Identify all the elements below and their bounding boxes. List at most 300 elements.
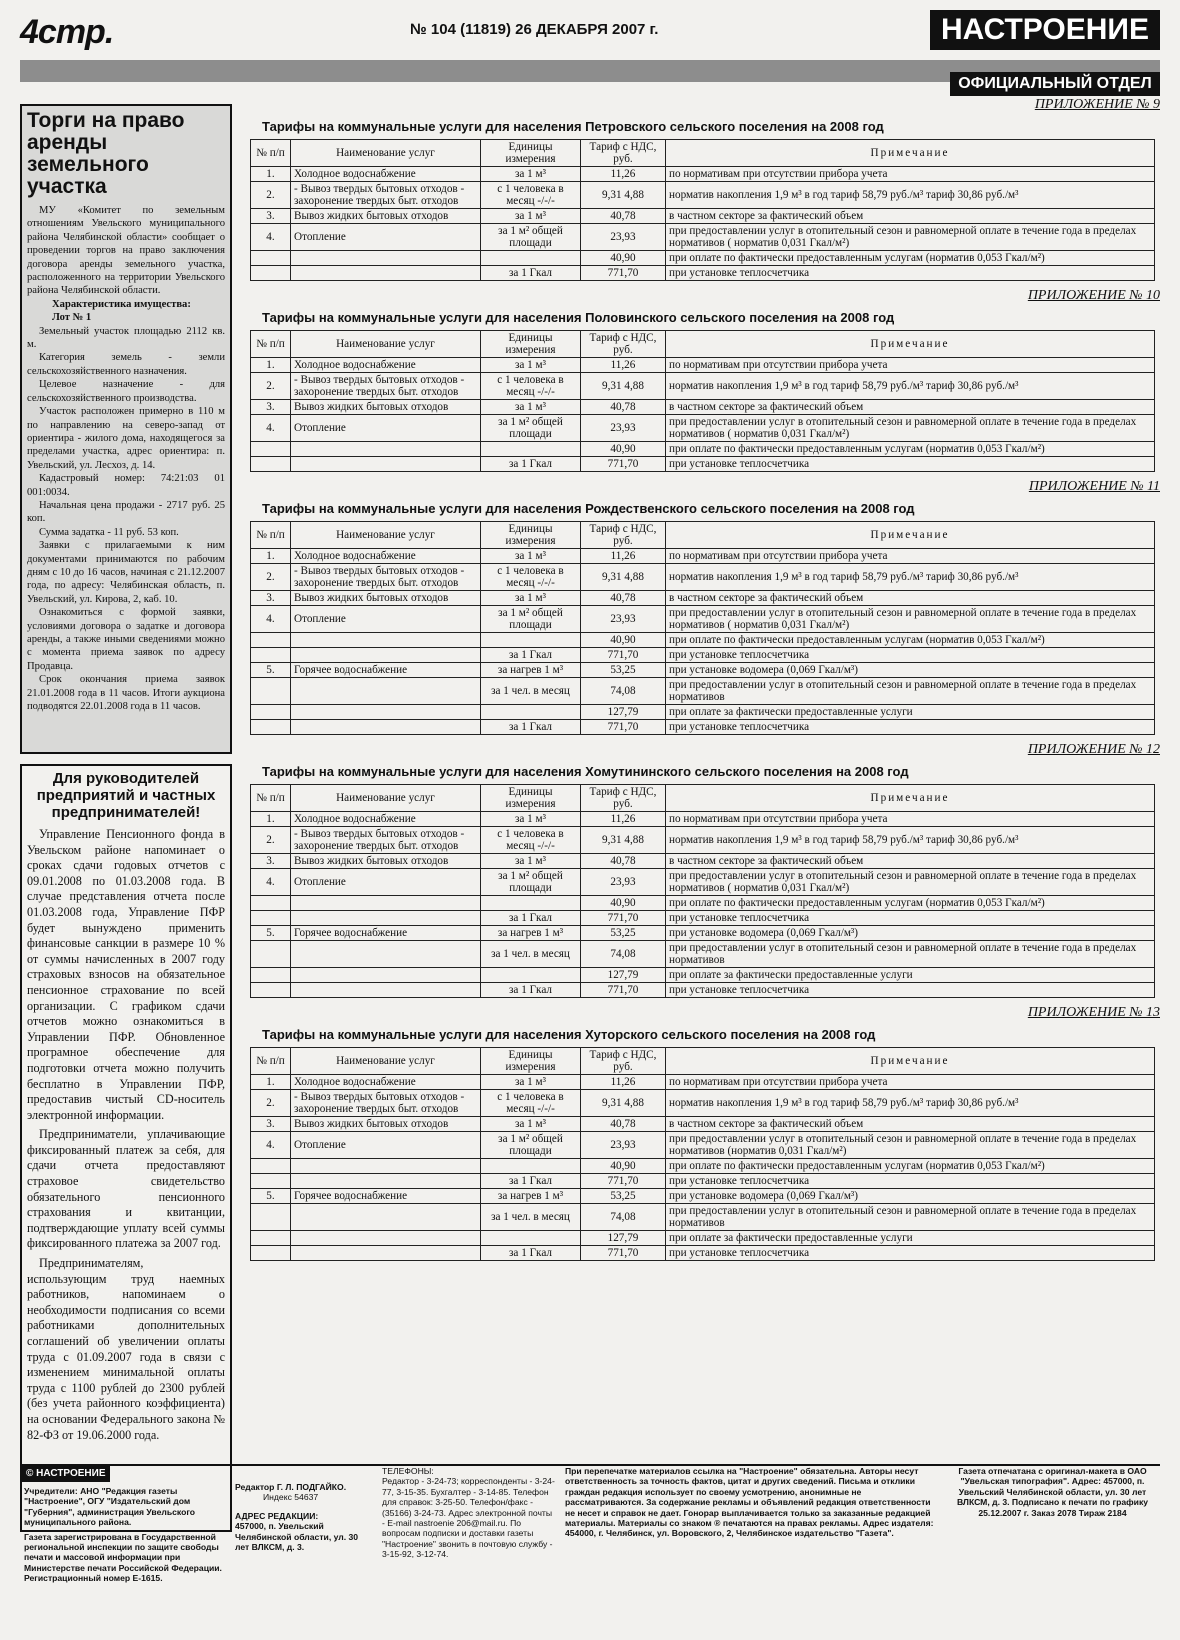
cell-note: при установке водомера (0,069 Гкал/м³) [666,926,1155,941]
footer-logo: © НАСТРОЕНИЕ [20,1466,110,1482]
table-row [251,1189,1155,1204]
cell-tariff: 23,93 [581,606,666,633]
table-row [251,591,1155,606]
table-row [251,1117,1155,1132]
column-header-note: Примечание [666,1048,1155,1075]
cell-tariff: 40,78 [581,591,666,606]
cell-name: Вывоз жидких бытовых отходов [291,854,481,869]
cell-name [291,968,481,983]
cell-unit: за 1 чел. в месяц [481,678,581,705]
cell-tariff: 40,90 [581,1159,666,1174]
cell-n [251,1231,291,1246]
cell-note: при установке водомера (0,069 Гкал/м³) [666,1189,1155,1204]
column-header-tariff: Тариф с НДС, руб. [581,140,666,167]
table-row [251,400,1155,415]
cell-note: по нормативам при отсутствии прибора учета [666,358,1155,373]
cell-n: 5. [251,926,291,941]
cell-n [251,911,291,926]
cell-n: 2. [251,182,291,209]
column-header-name: Наименование услуг [291,785,481,812]
cell-unit: за 1 чел. в месяц [481,941,581,968]
cell-unit: за 1 Гкал [481,457,581,472]
cell-unit [481,1159,581,1174]
cell-name: Отопление [291,224,481,251]
cell-unit: за 1 м³ [481,1117,581,1132]
cell-note: в частном секторе за фактический объем [666,400,1155,415]
table-title: Тарифы на коммунальные услуги для населения Хомутининского сельского поселения на 2008 год [262,764,909,779]
cell-note: норматив накопления 1,9 м³ в год тариф 58,79 руб./м³ тариф 30,86 руб./м³ [666,373,1155,400]
cell-name: Холодное водоснабжение [291,1075,481,1090]
footer-founders [24,1486,224,1584]
cell-tariff: 74,08 [581,678,666,705]
cell-name: Вывоз жидких бытовых отходов [291,591,481,606]
cell-n: 5. [251,663,291,678]
cell-unit: за нагрев 1 м³ [481,926,581,941]
cell-name: - Вывоз твердых бытовых отходов - захоронение твердых быт. отходов [291,827,481,854]
cell-name: - Вывоз твердых бытовых отходов - захоронение твердых быт. отходов [291,1090,481,1117]
cell-n [251,266,291,281]
cell-note: в частном секторе за фактический объем [666,591,1155,606]
cell-name [291,1159,481,1174]
table-row [251,827,1155,854]
cell-name [291,983,481,998]
cell-note: при предоставлении услуг в отопительный сезон и равномерной оплате в течение года в пределах нормативов ( норматив 0,031 Гкал/м²) [666,224,1155,251]
cell-name: Вывоз жидких бытовых отходов [291,400,481,415]
cell-tariff: 53,25 [581,926,666,941]
cell-n: 4. [251,224,291,251]
table-header-row [251,331,1155,358]
editor-name: Редактор Г. Л. ПОДГАЙКО. [235,1482,347,1492]
cell-unit: за 1 м³ [481,167,581,182]
table-header-row [251,140,1155,167]
table-row [251,209,1155,224]
cell-n [251,720,291,735]
department-label: ОФИЦИАЛЬНЫЙ ОТДЕЛ [950,72,1160,96]
cell-n [251,968,291,983]
table-row [251,941,1155,968]
table-row [251,251,1155,266]
cell-n: 1. [251,549,291,564]
column-header-name: Наименование услуг [291,331,481,358]
cell-note: при оплате за фактически предоставленные услуги [666,705,1155,720]
table-title: Тарифы на коммунальные услуги для населения Хуторского сельского поселения на 2008 год [262,1027,876,1042]
tariff-table [250,784,1155,998]
cell-n: 4. [251,1132,291,1159]
table-row [251,705,1155,720]
cell-tariff: 771,70 [581,983,666,998]
cell-name [291,896,481,911]
cell-unit: за 1 чел. в месяц [481,1204,581,1231]
cell-name: - Вывоз твердых бытовых отходов - захоронение твердых быт. отходов [291,182,481,209]
footer-phones [382,1466,557,1560]
cell-note: в частном секторе за фактический объем [666,209,1155,224]
cell-unit: за 1 Гкал [481,983,581,998]
auction-paragraph: МУ «Комитет по земельным отношениям Увельского муниципального района Челябинской области» сообщает о проведении торгов на право заключения договора аренды земельного участка, расположенного на территории Увельского района Челябинской области. [27,205,225,297]
cell-tariff: 11,26 [581,1075,666,1090]
cell-note: при предоставлении услуг в отопительный сезон и равномерной оплате в течение года в пределах нормативов ( норматив 0,031 Гкал/м²) [666,415,1155,442]
cell-n [251,1246,291,1261]
tariff-tables [250,96,1160,1261]
cell-n [251,633,291,648]
cell-note: при установке теплосчетчика [666,911,1155,926]
cell-name [291,251,481,266]
table-row [251,968,1155,983]
cell-name: Горячее водоснабжение [291,926,481,941]
auction-paragraph: Земельный участок площадью 2112 кв. м. [27,325,225,351]
cell-tariff: 127,79 [581,705,666,720]
table-row [251,358,1155,373]
cell-unit: за 1 м³ [481,591,581,606]
cell-note: при оплате по фактически предоставленным услугам (норматив 0,053 Гкал/м²) [666,1159,1155,1174]
cell-unit: за 1 м³ [481,1075,581,1090]
table-header-row [251,1048,1155,1075]
cell-name: Холодное водоснабжение [291,358,481,373]
cell-tariff: 771,70 [581,648,666,663]
table-row [251,1246,1155,1261]
cell-n: 1. [251,358,291,373]
table-row [251,1204,1155,1231]
table-row [251,983,1155,998]
cell-name: Холодное водоснабжение [291,812,481,827]
cell-unit: за 1 Гкал [481,266,581,281]
cell-note: при установке теплосчетчика [666,457,1155,472]
cell-n: 3. [251,591,291,606]
cell-name: Вывоз жидких бытовых отходов [291,209,481,224]
column-header-tariff: Тариф с НДС, руб. [581,785,666,812]
cell-unit: с 1 человека в месяц -/-/- [481,827,581,854]
page-header [20,10,1160,58]
table-title: Тарифы на коммунальные услуги для населения Рождественского сельского поселения на 2008 год [262,501,915,516]
cell-n [251,705,291,720]
cell-note: при оплате по фактически предоставленным услугам (норматив 0,053 Гкал/м²) [666,442,1155,457]
column-header-unit: Единицы измерения [481,331,581,358]
auction-lot: Лот № 1 [52,312,92,324]
cell-name [291,442,481,457]
table-row [251,1159,1155,1174]
auction-paragraph: Целевое назначение - для сельскохозяйственного производства. [27,379,225,404]
pension-paragraph: Предприниматели, уплачивающие фиксированный платеж за себя, для сдачи отчета предоставляют страховое свидетельство обязательного пенсионного страхования и квитанции, подтверждающие уплату всей суммы фиксированного платежа за 2007 год. [27,1127,225,1251]
cell-n [251,442,291,457]
cell-tariff: 771,70 [581,1174,666,1189]
cell-note: норматив накопления 1,9 м³ в год тариф 58,79 руб./м³ тариф 30,86 руб./м³ [666,182,1155,209]
column-header-n: № п/п [251,331,291,358]
table-row [251,549,1155,564]
cell-unit: за 1 м³ [481,854,581,869]
cell-n: 3. [251,209,291,224]
tariff-table [250,521,1155,735]
cell-tariff: 23,93 [581,869,666,896]
cell-name [291,720,481,735]
cell-note: при предоставлении услуг в отопительный сезон и равномерной оплате в течение года в пределах нормативов [666,1204,1155,1231]
cell-note: при установке теплосчетчика [666,1246,1155,1261]
cell-tariff: 127,79 [581,968,666,983]
pension-paragraph: Предпринимателям, использующим труд наемных работников, напоминаем о необходимости подписания со всеми работниками дополнительных соглашений об увеличении оплаты труда с 01.09.2007 года в связи с изменением минимальной оплаты труда с 1100 рублей до 2300 рублей (без учета районного коэффициента) на основании Федерального закона № 82-ФЗ от 19.06.2000 года. [27,1256,225,1442]
cell-tariff: 40,90 [581,442,666,457]
cell-name: Отопление [291,415,481,442]
auction-paragraph: Сумма задатка - 11 руб. 53 коп. [39,526,179,538]
cell-note: при установке теплосчетчика [666,983,1155,998]
cell-unit [481,633,581,648]
column-header-note: Примечание [666,522,1155,549]
table-header-row [251,522,1155,549]
cell-n [251,941,291,968]
footer-reprint: При перепечатке материалов ссылка на "Настроение" обязательна. Авторы несут ответственность за точность фактов, цитат и других сведений. Письма и отклики граждан редакция использует по своему усмотрению, анонимные не рассматриваются. За содержание рекламы и объявлений редакция ответственности не несет и справок не дает. Гонорар выплачивается только за заказанные редакцией материалы. Материалы со знаком ® печатаются на правах рекламы. Адрес издателя: 454000, г. Челябинск, ул. Воровского, 2, Челябинское издательство "Газета". [565,1466,934,1539]
cell-note: норматив накопления 1,9 м³ в год тариф 58,79 руб./м³ тариф 30,86 руб./м³ [666,827,1155,854]
cell-unit: за 1 м³ [481,358,581,373]
cell-unit: за 1 м² общей площади [481,1132,581,1159]
cell-note: при предоставлении услуг в отопительный сезон и равномерной оплате в течение года в пределах нормативов (норматив 0,031 Гкал/м²) [666,1132,1155,1159]
cell-tariff: 40,90 [581,251,666,266]
registration-text: Газета зарегистрирована в Государственной региональной инспекции по защите свободы печати и массовой информации при Министерстве печати Российской Федерации. Регистрационный номер Е-1615. [24,1531,222,1584]
cell-name [291,1246,481,1261]
table-row [251,182,1155,209]
table-row [251,648,1155,663]
cell-n: 1. [251,1075,291,1090]
cell-n: 2. [251,827,291,854]
cell-note: в частном секторе за фактический объем [666,1117,1155,1132]
masthead-logo: НАСТРОЕНИЕ [930,10,1160,50]
cell-name: Холодное водоснабжение [291,549,481,564]
cell-name [291,648,481,663]
cell-unit: с 1 человека в месяц -/-/- [481,182,581,209]
table-row [251,224,1155,251]
cell-unit: за 1 Гкал [481,648,581,663]
cell-tariff: 771,70 [581,1246,666,1261]
page-number: 4стр. [20,13,114,51]
cell-note: при предоставлении услуг в отопительный сезон и равномерной оплате в течение года в пределах нормативов ( норматив 0,031 Гкал/м²) [666,869,1155,896]
cell-n: 3. [251,854,291,869]
column-header-n: № п/п [251,140,291,167]
column-header-name: Наименование услуг [291,140,481,167]
column-header-unit: Единицы измерения [481,1048,581,1075]
table-row [251,926,1155,941]
table-row [251,1174,1155,1189]
cell-tariff: 40,78 [581,209,666,224]
cell-note: при установке теплосчетчика [666,648,1155,663]
column-header-note: Примечание [666,785,1155,812]
cell-unit: за 1 Гкал [481,1246,581,1261]
cell-name: Отопление [291,606,481,633]
cell-unit: с 1 человека в месяц -/-/- [481,373,581,400]
cell-tariff: 771,70 [581,457,666,472]
cell-unit: за 1 Гкал [481,1174,581,1189]
cell-unit [481,442,581,457]
cell-name [291,633,481,648]
cell-name [291,1174,481,1189]
cell-tariff: 771,70 [581,911,666,926]
footer-editor [235,1482,370,1552]
cell-n [251,251,291,266]
cell-unit: с 1 человека в месяц -/-/- [481,1090,581,1117]
cell-name [291,1231,481,1246]
table-row [251,812,1155,827]
appendix-label: ПРИЛОЖЕНИЕ № 9 [1034,97,1160,112]
cell-note: при оплате по фактически предоставленным услугам (норматив 0,053 Гкал/м²) [666,896,1155,911]
table-row [251,911,1155,926]
imprint-footer [20,1464,1160,1632]
cell-tariff: 23,93 [581,1132,666,1159]
cell-tariff: 40,78 [581,400,666,415]
table-row [251,1132,1155,1159]
cell-unit: за 1 м³ [481,209,581,224]
cell-unit: за 1 м³ [481,812,581,827]
tariff-table [250,330,1155,472]
cell-name: Горячее водоснабжение [291,1189,481,1204]
cell-unit: за 1 м² общей площади [481,606,581,633]
cell-note: при установке теплосчетчика [666,266,1155,281]
table-row [251,869,1155,896]
cell-note: при оплате за фактически предоставленные услуги [666,968,1155,983]
cell-tariff: 9,31 4,88 [581,182,666,209]
cell-tariff: 9,31 4,88 [581,373,666,400]
auction-paragraph: Начальная цена продажи - 2717 руб. 25 коп. [27,499,225,525]
cell-n [251,1204,291,1231]
appendix-label: ПРИЛОЖЕНИЕ № 11 [1028,479,1160,494]
cell-tariff: 23,93 [581,415,666,442]
cell-tariff: 127,79 [581,1231,666,1246]
cell-name [291,1204,481,1231]
column-header-tariff: Тариф с НДС, руб. [581,1048,666,1075]
table-row [251,415,1155,442]
cell-unit: с 1 человека в месяц -/-/- [481,564,581,591]
tariff-table [250,139,1155,281]
pension-paragraph: Управление Пенсионного фонда в Увельском районе напоминает о сроках сдачи годовых отчетов с 09.01.2008 по 01.03.2008 года. В случае представления отчета после 01.03.2008 года, Управление ПФР будет вынуждено применить финансовые санкции в размере 10 % от суммы начисленных в 2007 году страховых взносов на обязательное пенсионное страхование по всей организации. С графиком сдачи отчетов можно ознакомиться в Управлении ПФР. Обновленное програмное обеспечение для подготовки отчета можно получить бесплатно в Управлении ПФР, предоставив чистый CD-носитель электронной информации. [27,827,225,1122]
appendix-label: ПРИЛОЖЕНИЕ № 10 [1027,288,1160,303]
cell-tariff: 74,08 [581,1204,666,1231]
table-row [251,854,1155,869]
cell-n [251,983,291,998]
column-header-n: № п/п [251,785,291,812]
table-title: Тарифы на коммунальные услуги для населения Петровского сельского поселения на 2008 год [262,119,884,134]
cell-note: при установке теплосчетчика [666,720,1155,735]
cell-tariff: 11,26 [581,549,666,564]
column-header-note: Примечание [666,140,1155,167]
cell-name [291,705,481,720]
cell-name: - Вывоз твердых бытовых отходов - захоронение твердых быт. отходов [291,564,481,591]
cell-note: при установке теплосчетчика [666,1174,1155,1189]
cell-unit [481,896,581,911]
cell-note: норматив накопления 1,9 м³ в год тариф 58,79 руб./м³ тариф 30,86 руб./м³ [666,1090,1155,1117]
cell-note: по нормативам при отсутствии прибора учета [666,167,1155,182]
table-row [251,442,1155,457]
auction-paragraph: Категория земель - земли сельскохозяйственного назначения. [27,352,225,377]
address-text: 457000, п. Увельский Челябинской области, ул. 30 лет ВЛКСМ, д. 3. [235,1521,359,1553]
cell-n: 5. [251,1189,291,1204]
cell-unit: за 1 м² общей площади [481,869,581,896]
auction-paragraph: Участок расположен примерно в 110 м по направлению на северо-запад от ориентира - жилого дома, находящегося за пределами участка, адрес ориентира: п. Увельский, ул. Лесхоз, д. 14. [27,406,225,471]
cell-n: 1. [251,167,291,182]
cell-note: в частном секторе за фактический объем [666,854,1155,869]
pension-title: Для руководителей предприятий и частных предпринимателей! [36,770,216,821]
phones-label: ТЕЛЕФОНЫ: [382,1466,434,1476]
cell-tariff: 74,08 [581,941,666,968]
cell-n [251,1174,291,1189]
auction-paragraph: Заявки с прилагаемыми к ним документами принимаются по рабочим дням с 10 до 16 часов, начиная с 21.12.2007 года, по адресу: Челябинская область, п. Увельский, ул. Кирова, 2, каб. 10. [27,540,225,605]
table-row [251,457,1155,472]
cell-note: при предоставлении услуг в отопительный сезон и равномерной оплате в течение года в пределах нормативов ( норматив 0,031 Гкал/м²) [666,606,1155,633]
cell-unit [481,968,581,983]
cell-n [251,678,291,705]
cell-tariff: 11,26 [581,812,666,827]
cell-tariff: 40,78 [581,854,666,869]
cell-n [251,648,291,663]
cell-name: Отопление [291,869,481,896]
column-header-tariff: Тариф с НДС, руб. [581,331,666,358]
cell-tariff: 11,26 [581,358,666,373]
cell-n: 3. [251,400,291,415]
cell-tariff: 53,25 [581,663,666,678]
table-row [251,720,1155,735]
cell-unit [481,251,581,266]
cell-name [291,457,481,472]
auction-subheading: Характеристика имущества: [52,298,191,310]
cell-name: - Вывоз твердых бытовых отходов - захоронение твердых быт. отходов [291,373,481,400]
tariff-table [250,1047,1155,1261]
table-row [251,896,1155,911]
column-header-unit: Единицы измерения [481,140,581,167]
cell-tariff: 40,78 [581,1117,666,1132]
table-row [251,633,1155,648]
cell-unit: за 1 м² общей площади [481,224,581,251]
footer-print: Газета отпечатана с оригинал-макета в ОАО "Увельская типография". Адрес: 457000, п. Увельский Челябинской области, ул. 30 лет ВЛКСМ, д. 3. Подписано к печати по графику 25.12.2007 г. Заказ 2078 Тираж 2184 [956,1466,1149,1518]
cell-tariff: 40,90 [581,633,666,648]
cell-tariff: 11,26 [581,167,666,182]
column-header-name: Наименование услуг [291,522,481,549]
cell-unit: за 1 Гкал [481,720,581,735]
cell-unit: за 1 м² общей площади [481,415,581,442]
cell-n: 3. [251,1117,291,1132]
cell-note: при предоставлении услуг в отопительный сезон и равномерной оплате в течение года в пределах нормативов [666,941,1155,968]
cell-name [291,941,481,968]
cell-note: по нормативам при отсутствии прибора учета [666,1075,1155,1090]
auction-title: Торги на право аренды земельного участка [27,109,185,198]
address-label: АДРЕС РЕДАКЦИИ: [235,1510,319,1521]
appendix-label: ПРИЛОЖЕНИЕ № 13 [1027,1005,1160,1020]
founders-text: Учредители: АНО "Редакция газеты "Настроение", ОГУ "Издательский дом "Губерния", администрация Увельского муниципального района. [24,1486,196,1528]
table-row [251,167,1155,182]
table-row [251,1075,1155,1090]
cell-note: по нормативам при отсутствии прибора учета [666,549,1155,564]
left-column [20,104,232,1532]
column-header-n: № п/п [251,522,291,549]
cell-note: при предоставлении услуг в отопительный сезон и равномерной оплате в течение года в пределах нормативов [666,678,1155,705]
phones-text: Редактор - 3-24-73; корреспонденты - 3-24-77, 3-15-35. Бухгалтер - 3-14-85. Телефон для справок: 3-25-50. Телефон/факс - (35166) 3-24-73. Адрес электронной почты - E-mail nastroenie 206@mail.ru. По вопросам подписки и доставки газеты "Настроение" звонить в почтовую службу - 3-15-92, 3-12-74. [382,1476,555,1560]
column-header-tariff: Тариф с НДС, руб. [581,522,666,549]
cell-note: при установке водомера (0,069 Гкал/м³) [666,663,1155,678]
cell-n: 1. [251,812,291,827]
pension-notice [20,764,232,1532]
cell-unit: за 1 м³ [481,549,581,564]
cell-n [251,1159,291,1174]
cell-n: 4. [251,606,291,633]
issue-line: № 104 (11819) 26 ДЕКАБРЯ 2007 г. [410,21,659,38]
table-row [251,564,1155,591]
table-title: Тарифы на коммунальные услуги для населения Половинского сельского поселения на 2008 год [262,310,895,325]
cell-unit [481,1231,581,1246]
cell-note: при оплате по фактически предоставленным услугам (норматив 0,053 Гкал/м²) [666,633,1155,648]
cell-unit: за 1 м³ [481,400,581,415]
cell-name: Холодное водоснабжение [291,167,481,182]
cell-n: 4. [251,415,291,442]
table-row [251,606,1155,633]
auction-paragraph: Срок окончания приема заявок 21.01.2008 года в 11 часов. Итоги аукциона подводятся 22.01.2008 года в 11 часов. [27,674,225,713]
column-header-name: Наименование услуг [291,1048,481,1075]
auction-paragraph: Кадастровый номер: 74:21:03 01 001:0034. [27,473,225,498]
cell-unit: за нагрев 1 м³ [481,663,581,678]
column-header-note: Примечание [666,331,1155,358]
cell-note: при оплате по фактически предоставленным услугам (норматив 0,053 Гкал/м²) [666,251,1155,266]
cell-note: по нормативам при отсутствии прибора учета [666,812,1155,827]
